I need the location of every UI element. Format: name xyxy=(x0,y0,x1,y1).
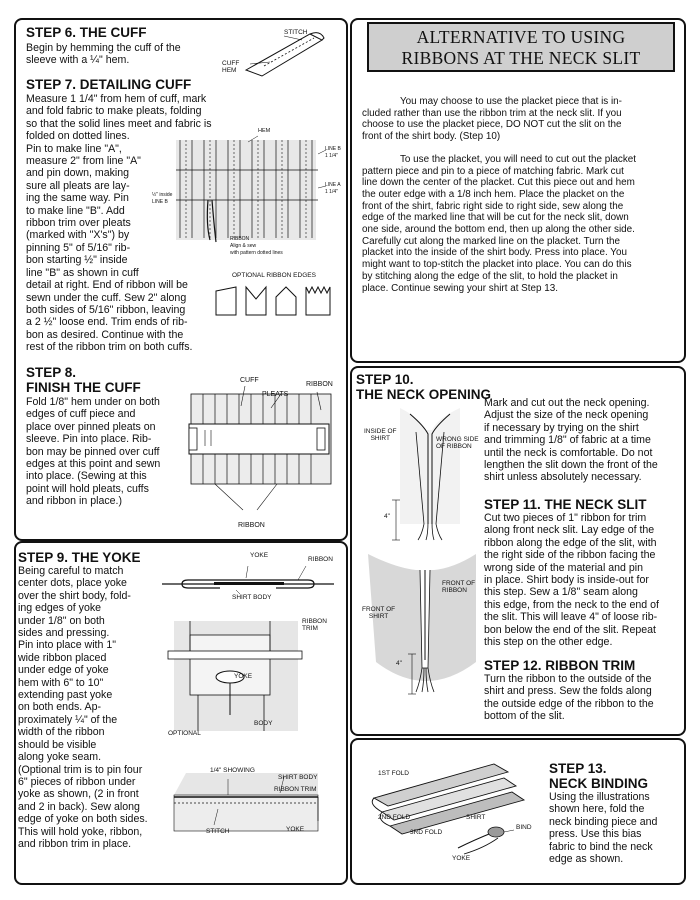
label-ribbon-top: RIBBON xyxy=(308,556,333,563)
step10-body xyxy=(484,397,678,484)
step11-line: along front neck slit. Lay edge of the xyxy=(484,524,655,537)
step7-line: folded on dotted lines. xyxy=(26,130,130,143)
label-showing: 1/4" SHOWING xyxy=(210,767,255,774)
step8-line: into place. (Sewing at this xyxy=(26,470,147,483)
step7-line: both sides of 5/16" ribbon, leaving xyxy=(26,303,186,316)
step9-line: proximately ¼" of the xyxy=(18,713,118,726)
alternative-line: edge of the marked line that will be cut for the neck slit, down xyxy=(362,212,629,224)
step11-section xyxy=(484,497,678,648)
step7-line: pinning 5" of 5/16" rib- xyxy=(26,241,131,254)
step11-heading: STEP 11. THE NECK SLIT xyxy=(484,497,647,512)
step7-line: so that the solid lines meet and fabric is xyxy=(26,117,212,130)
step10-line: and trimming 1/8" of fabric at a time xyxy=(484,434,651,447)
step7-line: measure 2" from line "A" xyxy=(26,155,141,168)
label-ribbon-trim: RIBBON TRIM xyxy=(302,618,327,632)
step9-line: (Optional trim is to pin four xyxy=(18,763,143,776)
label-pleats: PLEATS xyxy=(262,391,289,398)
step8-section xyxy=(26,365,176,508)
step6-section xyxy=(26,25,226,67)
alternative-body xyxy=(362,96,676,294)
step9-line: under 1/8" on both xyxy=(18,614,105,627)
label-shirt-body-bot: SHIRT BODY xyxy=(278,774,318,781)
label-fold1: 1ST FOLD xyxy=(378,770,409,777)
label-hem: HEM xyxy=(258,128,271,134)
step9-line: extending past yoke xyxy=(18,689,113,702)
step7-line: rest of the ribbon trim on both cuffs. xyxy=(26,341,193,354)
step9-line: hem with 6" to 10" xyxy=(18,676,104,689)
step11-line: wrong side of the material and pin xyxy=(484,561,643,574)
step6-line: Begin by hemming the cuff of the xyxy=(26,42,181,54)
step9-line: width of the ribbon xyxy=(18,726,105,739)
step9-line: yoke as shown, (2 in front xyxy=(18,788,139,801)
step8-line: place over pinned pleats on xyxy=(26,420,156,433)
step12-line: bottom of the slit. xyxy=(484,710,565,723)
alternative-title-line: ALTERNATIVE TO USING xyxy=(416,27,626,47)
step7-line: ribbon trim over pleats xyxy=(26,217,131,230)
step11-line: this step on the other edge. xyxy=(484,636,613,649)
alternative-line: front of the shirt body. (Step 10) xyxy=(362,131,501,143)
step10-line: Adjust the size of the neck opening xyxy=(484,409,649,422)
alternative-line: cluded rather than use the ribbon trim at the neck slit. If you xyxy=(362,107,622,119)
alternative-line: choose to use the placket piece, DO NOT cut the slit on the xyxy=(362,119,622,131)
step9-line: on both ends. Ap- xyxy=(18,701,102,714)
label-line-a: LINE A 1 1/4" xyxy=(325,182,341,195)
step9-line: edge of yoke on both sides. xyxy=(18,813,148,826)
label-ribbon-note: RIBBON Align & sew with pattern dotted lines xyxy=(230,236,283,256)
step11-line: in place. Shirt body is inside-out for xyxy=(484,574,649,587)
step8-line: Fold 1/8" hem under on both xyxy=(26,396,160,408)
label-body: BODY xyxy=(254,720,273,727)
step13-line: edge as shown. xyxy=(549,853,624,866)
step9-line: wide ribbon placed xyxy=(18,651,107,664)
step13-heading: STEP 13. xyxy=(549,761,607,776)
step9-line: 6" pieces of ribbon under xyxy=(18,775,136,788)
alternative-line: pattern piece and pin to a piece of matching fabric. Mark cut xyxy=(362,165,624,177)
alternative-line: one side, around the bottom end, then up along the other side. xyxy=(362,224,635,236)
label-ribbon: RIBBON xyxy=(306,381,333,388)
step9-line: This will hold yoke, ribbon, xyxy=(18,825,143,838)
alternative-line: To use the placket, you will need to cut out the placket xyxy=(400,153,637,165)
label-bind: BIND xyxy=(516,824,532,831)
step13-line: press. Use this bias xyxy=(549,828,642,841)
step11-line: this step. Sew a 1/8" seam along xyxy=(484,586,638,599)
alternative-line: You may choose to use the placket piece that is in- xyxy=(400,96,622,107)
step10-line: until the neck is comfortable. Do not xyxy=(484,446,653,459)
alternative-line: line down the center of the placket. Cut this piece out and hem xyxy=(362,177,635,189)
step13-line: Using the illustrations xyxy=(549,791,650,803)
alternative-title-line: RIBBONS AT THE NECK SLIT xyxy=(401,48,641,68)
step9-section xyxy=(18,550,178,850)
step11-line: this edge, from the neck to the end of xyxy=(484,598,659,611)
step7-line: (marked with "X's") by xyxy=(26,229,130,242)
label-shirt: SHIRT xyxy=(466,814,486,821)
alternative-line: place. Continue sewing your shirt at Step 13. xyxy=(362,282,558,294)
step7-line: Pin to make line "A", xyxy=(26,142,122,155)
alternative-line: might want to top-stitch the placket into place. You can do this xyxy=(362,259,632,271)
label-optional-edges: OPTIONAL RIBBON EDGES xyxy=(232,272,316,279)
step7-line: bon as desired. Continue with the xyxy=(26,328,184,341)
label-line-b: LINE B 1 1/4" xyxy=(325,146,341,159)
neck-slit-inside-illustration xyxy=(370,404,480,544)
step9-line: Pin into place with 1" xyxy=(18,639,116,652)
step10-line: lengthen the slit down the front of the xyxy=(484,459,658,472)
neck-slit-front-illustration xyxy=(366,550,480,700)
step9-line: sides and pressing. xyxy=(18,627,110,640)
step7-line: bon starting ½" inside xyxy=(26,254,128,267)
step7-line: ing the same way. Pin xyxy=(26,192,129,205)
step8-line: edges of cuff piece and xyxy=(26,408,136,421)
step11-line: the slit. This will leave 4" of loose rib- xyxy=(484,611,658,624)
step13-line: neck binding piece and xyxy=(549,815,658,828)
label-yoke-bot: YOKE xyxy=(286,826,305,833)
step10-heading-title: THE NECK OPENING xyxy=(356,387,492,402)
label-ribbon-bottom: RIBBON xyxy=(238,522,265,529)
step8-line: point will hold pleats, cuffs xyxy=(26,482,149,495)
alternative-line: front of the shirt, fabric right side to right side, sew along the xyxy=(362,200,624,212)
step9-line: Being careful to match xyxy=(18,565,124,577)
step7-line: to make line "B". Add xyxy=(26,204,125,217)
step8-line: bon may be pinned over cuff xyxy=(26,445,160,458)
step7-line: detail at right. End of ribbon will be xyxy=(26,279,188,292)
step9-line: center dots, place yoke xyxy=(18,577,127,590)
label-wrong-side: WRONG SIDE OF RIBBON xyxy=(436,436,479,450)
step8-heading-title: FINISH THE CUFF xyxy=(26,380,141,395)
label-stitch-yoke: STITCH xyxy=(206,828,230,835)
alternative-line: the outer edge with a 1/8 inch hem. Place the placket on the xyxy=(362,188,625,200)
step9-line: ing edges of yoke xyxy=(18,602,102,615)
label-front-shirt: FRONT OF SHIRT xyxy=(362,606,396,620)
label-four-in-top: 4" xyxy=(384,513,390,520)
label-fold3: 3RD FOLD xyxy=(410,829,443,836)
step10-heading-block xyxy=(356,372,491,402)
alternative-title xyxy=(367,22,675,72)
step10-line: shirt unless absolutely necessary. xyxy=(484,471,642,484)
step10-heading: STEP 10. xyxy=(356,372,414,387)
step7-line: sewn under the cuff. Sew 2" along xyxy=(26,291,187,304)
alternative-line: placket into the inside of the shirt body. Press into place. You xyxy=(362,247,627,259)
step7-heading: STEP 7. DETAILING CUFF xyxy=(26,77,192,92)
step9-line: and ribbon trim in place. xyxy=(18,837,132,850)
label-ribbon-trim-bot: RIBBON TRIM xyxy=(274,786,317,793)
step10-line: Mark and cut out the neck opening. xyxy=(484,397,650,409)
step9-line: over the shirt body, fold- xyxy=(18,589,131,602)
label-yoke-mid: YOKE xyxy=(234,673,253,680)
step10-line: if necessary by trying on the shirt xyxy=(484,421,639,434)
label-fold2: 2ND FOLD xyxy=(378,814,411,821)
label-stitch: STITCH xyxy=(284,29,308,36)
step11-line: Cut two pieces of 1" ribbon for trim xyxy=(484,512,647,524)
step12-section xyxy=(484,658,678,723)
step12-line: the outside edge of the ribbon to the xyxy=(484,697,654,710)
step8-heading: STEP 8. xyxy=(26,365,77,380)
step7-line: and fold fabric to make pleats, folding xyxy=(26,105,202,118)
finish-cuff-illustration xyxy=(185,380,345,520)
label-yoke-binding: YOKE xyxy=(452,855,471,862)
step12-line: Turn the ribbon to the outside of the xyxy=(484,673,652,685)
step12-heading: STEP 12. RIBBON TRIM xyxy=(484,658,636,673)
step11-line: ribbon along the edge of the slit, with xyxy=(484,536,657,549)
label-four-in-bot: 4" xyxy=(396,660,402,667)
label-front-ribbon: FRONT OF RIBBON xyxy=(442,580,476,594)
step11-line: the right side of the ribbon facing the xyxy=(484,549,656,562)
step9-line: along yoke seam. xyxy=(18,751,102,764)
step7-line: a 2 ½" loose end. Trim ends of rib- xyxy=(26,316,188,329)
step8-line: and ribbon in place.) xyxy=(26,495,122,508)
label-optional: OPTIONAL xyxy=(168,730,201,737)
step9-line: should be visible xyxy=(18,738,97,751)
step8-line: edges at this point and sewn xyxy=(26,458,161,471)
step6-line: sleeve with a ¼" hem. xyxy=(26,54,130,67)
step11-line: bon below the end of the slit. Repeat xyxy=(484,623,656,636)
step7-line: and pin down, making xyxy=(26,167,130,180)
step7-line: sure all pleats are lay- xyxy=(26,179,130,192)
step12-line: shirt and press. Sew the folds along xyxy=(484,685,652,698)
step9-line: and 2 in back). Sew along xyxy=(18,800,140,813)
alternative-line: Carefully cut along the marked line on the placket. Turn the xyxy=(362,235,620,247)
label-cuff: CUFF xyxy=(240,377,259,384)
step13-heading-title: NECK BINDING xyxy=(549,776,649,791)
label-shirt-body-top: SHIRT BODY xyxy=(232,594,272,601)
step13-section xyxy=(549,761,679,865)
step13-line: shown here, fold the xyxy=(549,803,645,816)
step8-line: sleeve. Pin into place. Rib- xyxy=(26,433,152,446)
step7-line: line "B" as shown in cuff xyxy=(26,266,139,279)
label-inside-line-b: ½" inside LINE B xyxy=(152,192,173,205)
step9-heading: STEP 9. THE YOKE xyxy=(18,550,141,565)
alternative-line: by stitching along the edge of the slit, to hold the placket in xyxy=(362,270,618,282)
step13-line: fabric to bind the neck xyxy=(549,840,653,853)
step9-line: under edge of yoke xyxy=(18,664,109,677)
optional-ribbon-edges-illustration xyxy=(212,285,342,317)
step7-line: Measure 1 1/4" from hem of cuff, mark xyxy=(26,93,207,105)
label-yoke-top: YOKE xyxy=(250,552,269,559)
label-cuff-hem: CUFF HEM xyxy=(222,60,240,74)
label-inside-shirt: INSIDE OF SHIRT xyxy=(364,428,397,442)
step6-heading: STEP 6. THE CUFF xyxy=(26,25,147,40)
